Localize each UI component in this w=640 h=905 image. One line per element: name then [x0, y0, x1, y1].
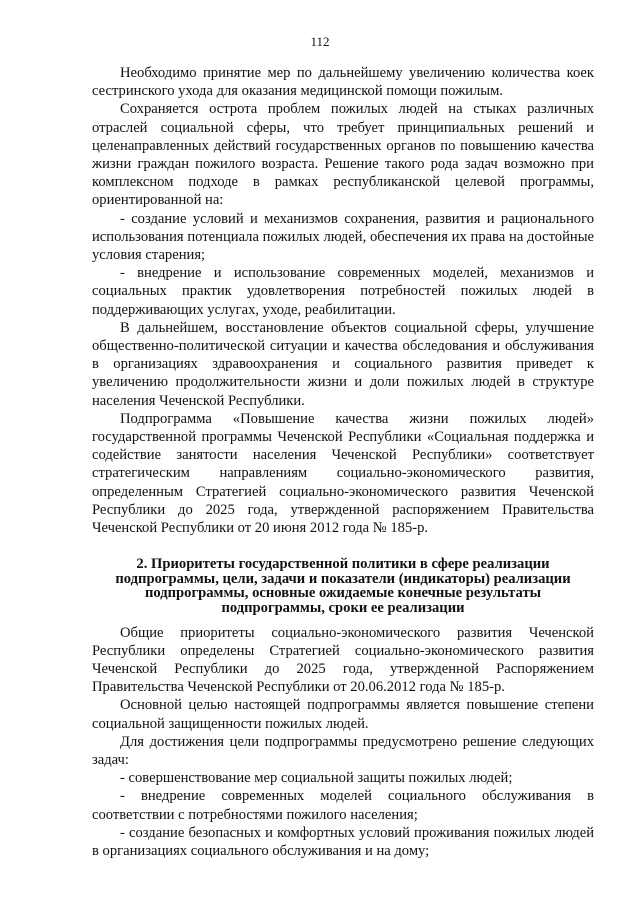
- list-item-safe-conditions: - создание безопасных и комфортных условий проживания пожилых людей в организациях социального обслуживания и на дому;: [92, 824, 594, 860]
- paragraph-goal: Основной целью настоящей подпрограммы является повышение степени социальной защищенности пожилых людей.: [92, 697, 594, 732]
- list-item-service-models: - внедрение современных моделей социального обслуживания в соответствии с потребностями пожилого населения;: [92, 788, 594, 823]
- section-heading: 2. Приоритеты государственной политики в сфере реализации подпрограммы, цели, задачи и показатели (индикаторы) реализации подпрограммы, основные ожидаемые конечные результаты подпрограммы, сроки ее реализации: [115, 556, 571, 617]
- list-item-conditions: - создание условий и механизмов сохранения, развития и рационального использования потенциала пожилых людей, обеспечения их права на достойные условия старения;: [92, 210, 594, 264]
- page-body: [92, 64, 594, 860]
- paragraph-beds: Необходимо принятие мер по дальнейшему увеличению количества коек сестринского ухода для оказания медицинской помощи пожилым.: [92, 65, 594, 100]
- paragraph-subprogram: Подпрограмма «Повышение качества жизни пожилых людей» государственной программы Чеченской Республики «Социальная поддержка и содействие занятости населения Чеченской Республики» соответствует стратегическим направлениям социально-экономического развития, определенным Стратегией социально-экономического развития Чеченской Республики до 2025 года, утвержденной распоряжением Правительства Чеченской Республики от 20 июня 2012 года № 185-р.: [92, 410, 594, 537]
- paragraph-tasks-intro: Для достижения цели подпрограммы предусмотрено решение следующих задач:: [92, 733, 594, 769]
- list-item-protection: - совершенствование мер социальной защиты пожилых людей;: [120, 770, 513, 787]
- page-number: 112: [310, 34, 330, 49]
- paragraph-problems: Сохраняется острота проблем пожилых людей на стыках различных отраслей социальной сферы, что требует принципиальных решений и целенаправленных действий государственных органов по повышению качества жизни граждан пожилого возраста. Решение такого рода задач возможно при комплексном подходе в рамках республиканской целевой программы, ориентированной на:: [92, 101, 594, 209]
- paragraph-priorities: Общие приоритеты социально-экономического развития Чеченской Республики определены Стратегией социально-экономического развития Чеченской Республики до 2025 года, утвержденной Распоряжением Правительства Чеченской Республики от 20.06.2012 года № 185-р.: [92, 624, 594, 696]
- list-item-models: - внедрение и использование современных моделей, механизмов и социальных практик удовлетворения потребностей пожилых людей в поддерживающих услугах, уходе, реабилитации.: [92, 265, 594, 318]
- paragraph-restoration: В дальнейшем, восстановление объектов социальной сферы, улучшение общественно-политической ситуации и качества обследования и обслуживания в организациях здравоохранения и социального развития приведет к увеличению продолжительности жизни и доли пожилых людей в структуре населения Чеченской Республики.: [92, 319, 594, 409]
